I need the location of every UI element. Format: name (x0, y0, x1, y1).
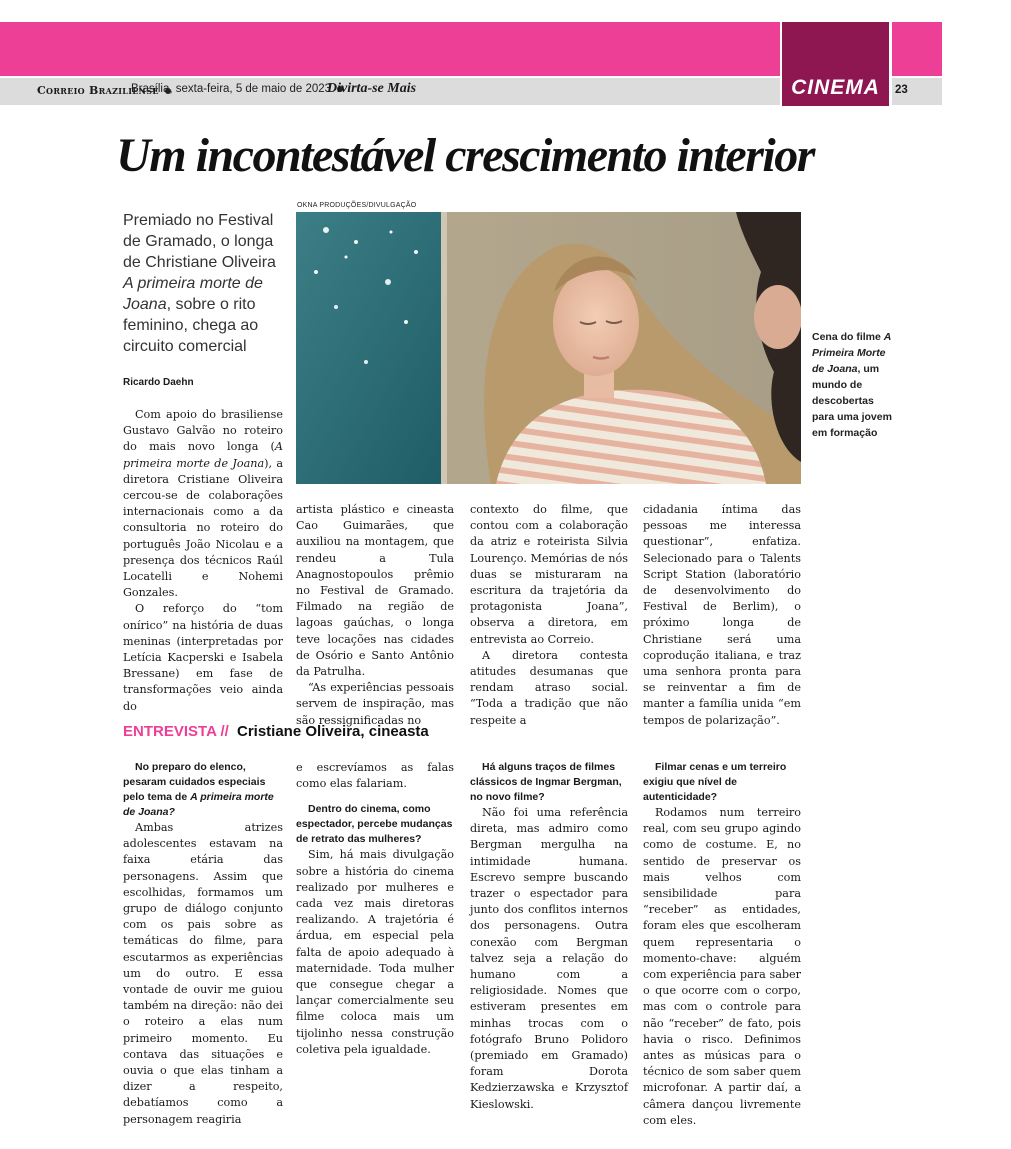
interview-column-4 (643, 760, 801, 1129)
article-paragraph: cidadania íntima das pessoas me interessa questionar”, enfatiza. Selecionado para o Talents Script Station (laboratório de desenvolvimento do Festival de Berlim), o próximo longa de Christiane será uma coprodução italiana, e traz uma senhora pronta para se reinventar a fim de manter a família unida “em tempos de polarização”. (643, 503, 801, 727)
article-paragraph: “As experiências pessoais servem de inspiração, mas são ressignificadas no (296, 681, 454, 727)
interview-question: Filmar cenas e um terreiro exigiu que nível de autenticidade? (643, 761, 787, 803)
caption-film-title: A Primeira Morte de Joana (812, 331, 891, 375)
lead-film-title: A primeira morte de Joana (123, 275, 263, 313)
byline: Ricardo Daehn (123, 377, 194, 388)
photo-caption (812, 329, 894, 441)
interview-subject: Cristiane Oliveira, cineasta (237, 723, 429, 740)
caption-part2: , um mundo de descobertas para uma jovem em formação (812, 363, 892, 439)
film-title: A primeira morte de Joana (123, 440, 283, 470)
article-paragraph: contexto do filme, que contou com a colaboração da atriz e roteirista Silvia Lourenço. Memórias de nós duas se misturaram na escritura da trajetória da protagonista Joana”, observa a diretora, em entrevista ao Correio. (470, 503, 628, 646)
question-text: No preparo do elenco, pesaram cuidados especiais pelo tema de (123, 761, 266, 803)
interview-kicker: ENTREVISTA // (123, 723, 229, 740)
question-film-title: A primeira morte de Joana? (123, 791, 274, 818)
page-number: 23 (895, 84, 908, 96)
interview-question: Há alguns traços de filmes clássicos de Ingmar Bergman, no novo filme? (470, 761, 622, 803)
interview-column-3 (470, 760, 628, 1113)
interview-column-1 (123, 760, 283, 1128)
interview-column-2 (296, 760, 454, 1058)
interview-question: Dentro do cinema, como espectador, percebe mudanças de retrato das mulheres? (296, 803, 453, 846)
interview-answer: Ambas atrizes adolescentes estavam na faixa etária das personagens. Assim que escolhidas, formamos um grupo de diálogo conjunto com os pais sobre as temáticas do filme, para escutarmos as experiências um do outro. E essa vontade de ouvir me guiou também na direção: não dei o roteiro a elas num primeiro momento. Eu contava das situações e ouvia o que elas tinham a dizer a respeito, debatíamos como a personagem reagiria (123, 821, 283, 1126)
lead-text (123, 210, 283, 357)
header-color-bar-right (892, 22, 942, 76)
section-label: CINEMA (791, 76, 880, 99)
article-column-4 (643, 502, 801, 729)
photo-credit: OKNA PRODUÇÕES/DIVULGAÇÃO (297, 202, 417, 209)
interview-answer: Sim, há mais divulgação sobre a história do cinema realizado por mulheres e cada vez mais diretoras realizando. A trajetória é árdua, em especial pela falta de apoio adequado à maternidade. Toda mulher que consegue chegar a lançar comercialmente seu filme coloca mais um tijolinho nessa construção coletiva pela igualdade. (296, 848, 454, 1056)
newspaper-name-text: Correio Braziliense (37, 84, 159, 97)
interview-answer-continued: e escrevíamos as falas como elas falariam. (296, 761, 454, 791)
paragraph-text: ), a diretora Cristiane Oliveira cercou-se de colaborações internacionais como a da consultoria no roteiro do português João Nicolau e a presença dos técnicos Raúl Locatelli e Nohemi Gonzales. (123, 456, 283, 600)
supplement-name: Divirta-se Mais (327, 81, 417, 96)
article-paragraph: artista plástico e cineasta Cao Guimarães, que auxiliou na montagem, que rendeu a Tula Anagnostopoulos prêmio no Festival de Gramado. Filmado na região de lagoas gaúchas, o longa teve locações nas cidades de Osório e Santo Antônio da Patrulha. (296, 503, 454, 679)
article-column-1 (123, 407, 283, 715)
interview-answer: Rodamos num terreiro real, com seu grupo agindo como de costume. E, no sentido de preservar os mais velhos com sensibilidade para “receber” as entidades, foram eles que escolheram quem representaria o momento-chave: alguém com experiência para saber o que ocorre com o corpo, mas com o controle para não “receber” de fato, pois havia o risco. Definimos antes as músicas para o técnico de som saber quem microfonar. A partir daí, a câmera dançou livremente com eles. (643, 806, 801, 1127)
article-paragraph: O reforço do “tom onírico” na história de duas meninas (interpretadas por Letícia Kacperski e Isabela Bressane) em fase de transformações veio ainda do (123, 602, 283, 713)
dateline (131, 83, 349, 95)
article-paragraph: A diretora contesta atitudes desumanas que rendam atraso social. “Toda a tradição que não respeite a (470, 648, 628, 727)
article-column-2 (296, 502, 454, 729)
lead-text-part2: , sobre o rito feminino, chega ao circuito comercial (123, 296, 259, 355)
interview-answer: Não foi uma referência direta, mas admiro como Bergman mergulha na intimidade humana. Escrevo sempre buscando trazer o espectador para junto dos conflitos internos dos personagens. Outra conexão com Bergman talvez seja a relação do humano com a religiosidade. Nomes que estiveram presentes em minhas trocas com o fotógrafo Bruno Polidoro (premiado em Gramado) foram Dorota Kedzierzawska e Krzysztof Kieslowski. (470, 806, 628, 1111)
header-color-bar (0, 22, 780, 76)
dateline-text: Brasília, sexta-feira, 5 de maio de 2023 (131, 83, 332, 95)
article-paragraph (123, 407, 283, 601)
film-still-photo (296, 212, 801, 484)
film-still-illustration (296, 212, 801, 484)
lead-text-part1: Premiado no Festival de Gramado, o longa de Christiane Oliveira (123, 212, 276, 271)
paragraph-text: Com apoio do brasiliense Gustavo Galvão no roteiro do mais novo longa ( (123, 408, 283, 454)
article-column-3 (470, 502, 628, 729)
interview-question (123, 760, 283, 820)
headline: Um incontestável crescimento interior (116, 129, 814, 182)
caption-part1: Cena do filme (812, 331, 881, 343)
